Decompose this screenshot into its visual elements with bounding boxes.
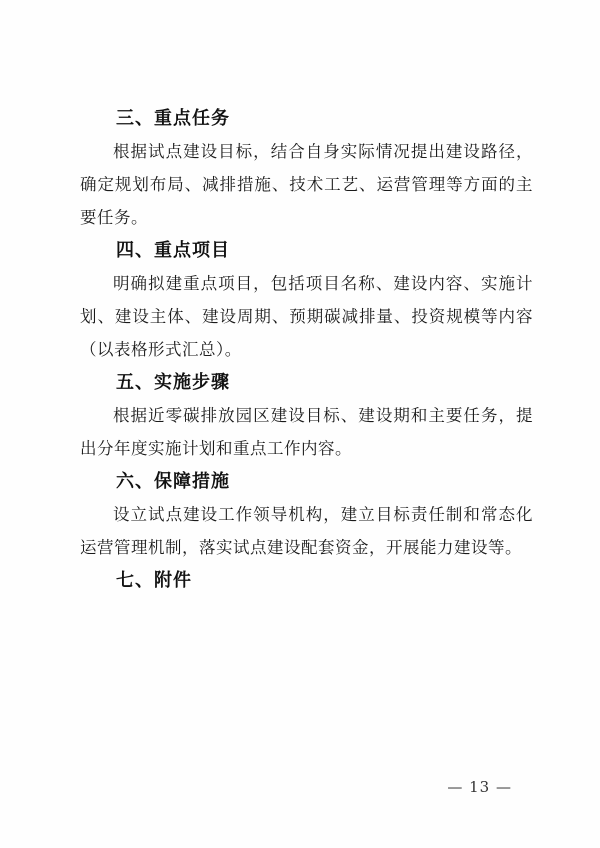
document-content bbox=[80, 102, 533, 597]
section-attachments bbox=[80, 564, 533, 597]
section-heading: 三、重点任务 bbox=[116, 108, 230, 129]
section-heading: 四、重点项目 bbox=[116, 240, 230, 261]
section-paragraph: 根据近零碳排放园区建设目标、建设期和主要任务，提出分年度实施计划和重点工作内容。 bbox=[80, 406, 533, 458]
section-heading: 七、附件 bbox=[116, 570, 192, 591]
section-implementation-steps bbox=[80, 366, 533, 465]
section-key-projects bbox=[80, 234, 533, 366]
section-paragraph: 明确拟建重点项目，包括项目名称、建设内容、实施计划、建设主体、建设周期、预期碳减排量、投资规模等内容（以表格形式汇总）。 bbox=[80, 274, 533, 359]
section-paragraph: 设立试点建设工作领导机构，建立目标责任制和常态化运营管理机制，落实试点建设配套资金，开展能力建设等。 bbox=[80, 505, 533, 557]
section-key-tasks bbox=[80, 102, 533, 234]
section-safeguard-measures bbox=[80, 465, 533, 564]
section-heading: 六、保障措施 bbox=[116, 471, 230, 492]
page-number: — 13 — bbox=[447, 778, 512, 796]
section-paragraph: 根据试点建设目标，结合自身实际情况提出建设路径，确定规划布局、减排措施、技术工艺、运营管理等方面的主要任务。 bbox=[80, 142, 533, 227]
section-heading: 五、实施步骤 bbox=[116, 372, 230, 393]
